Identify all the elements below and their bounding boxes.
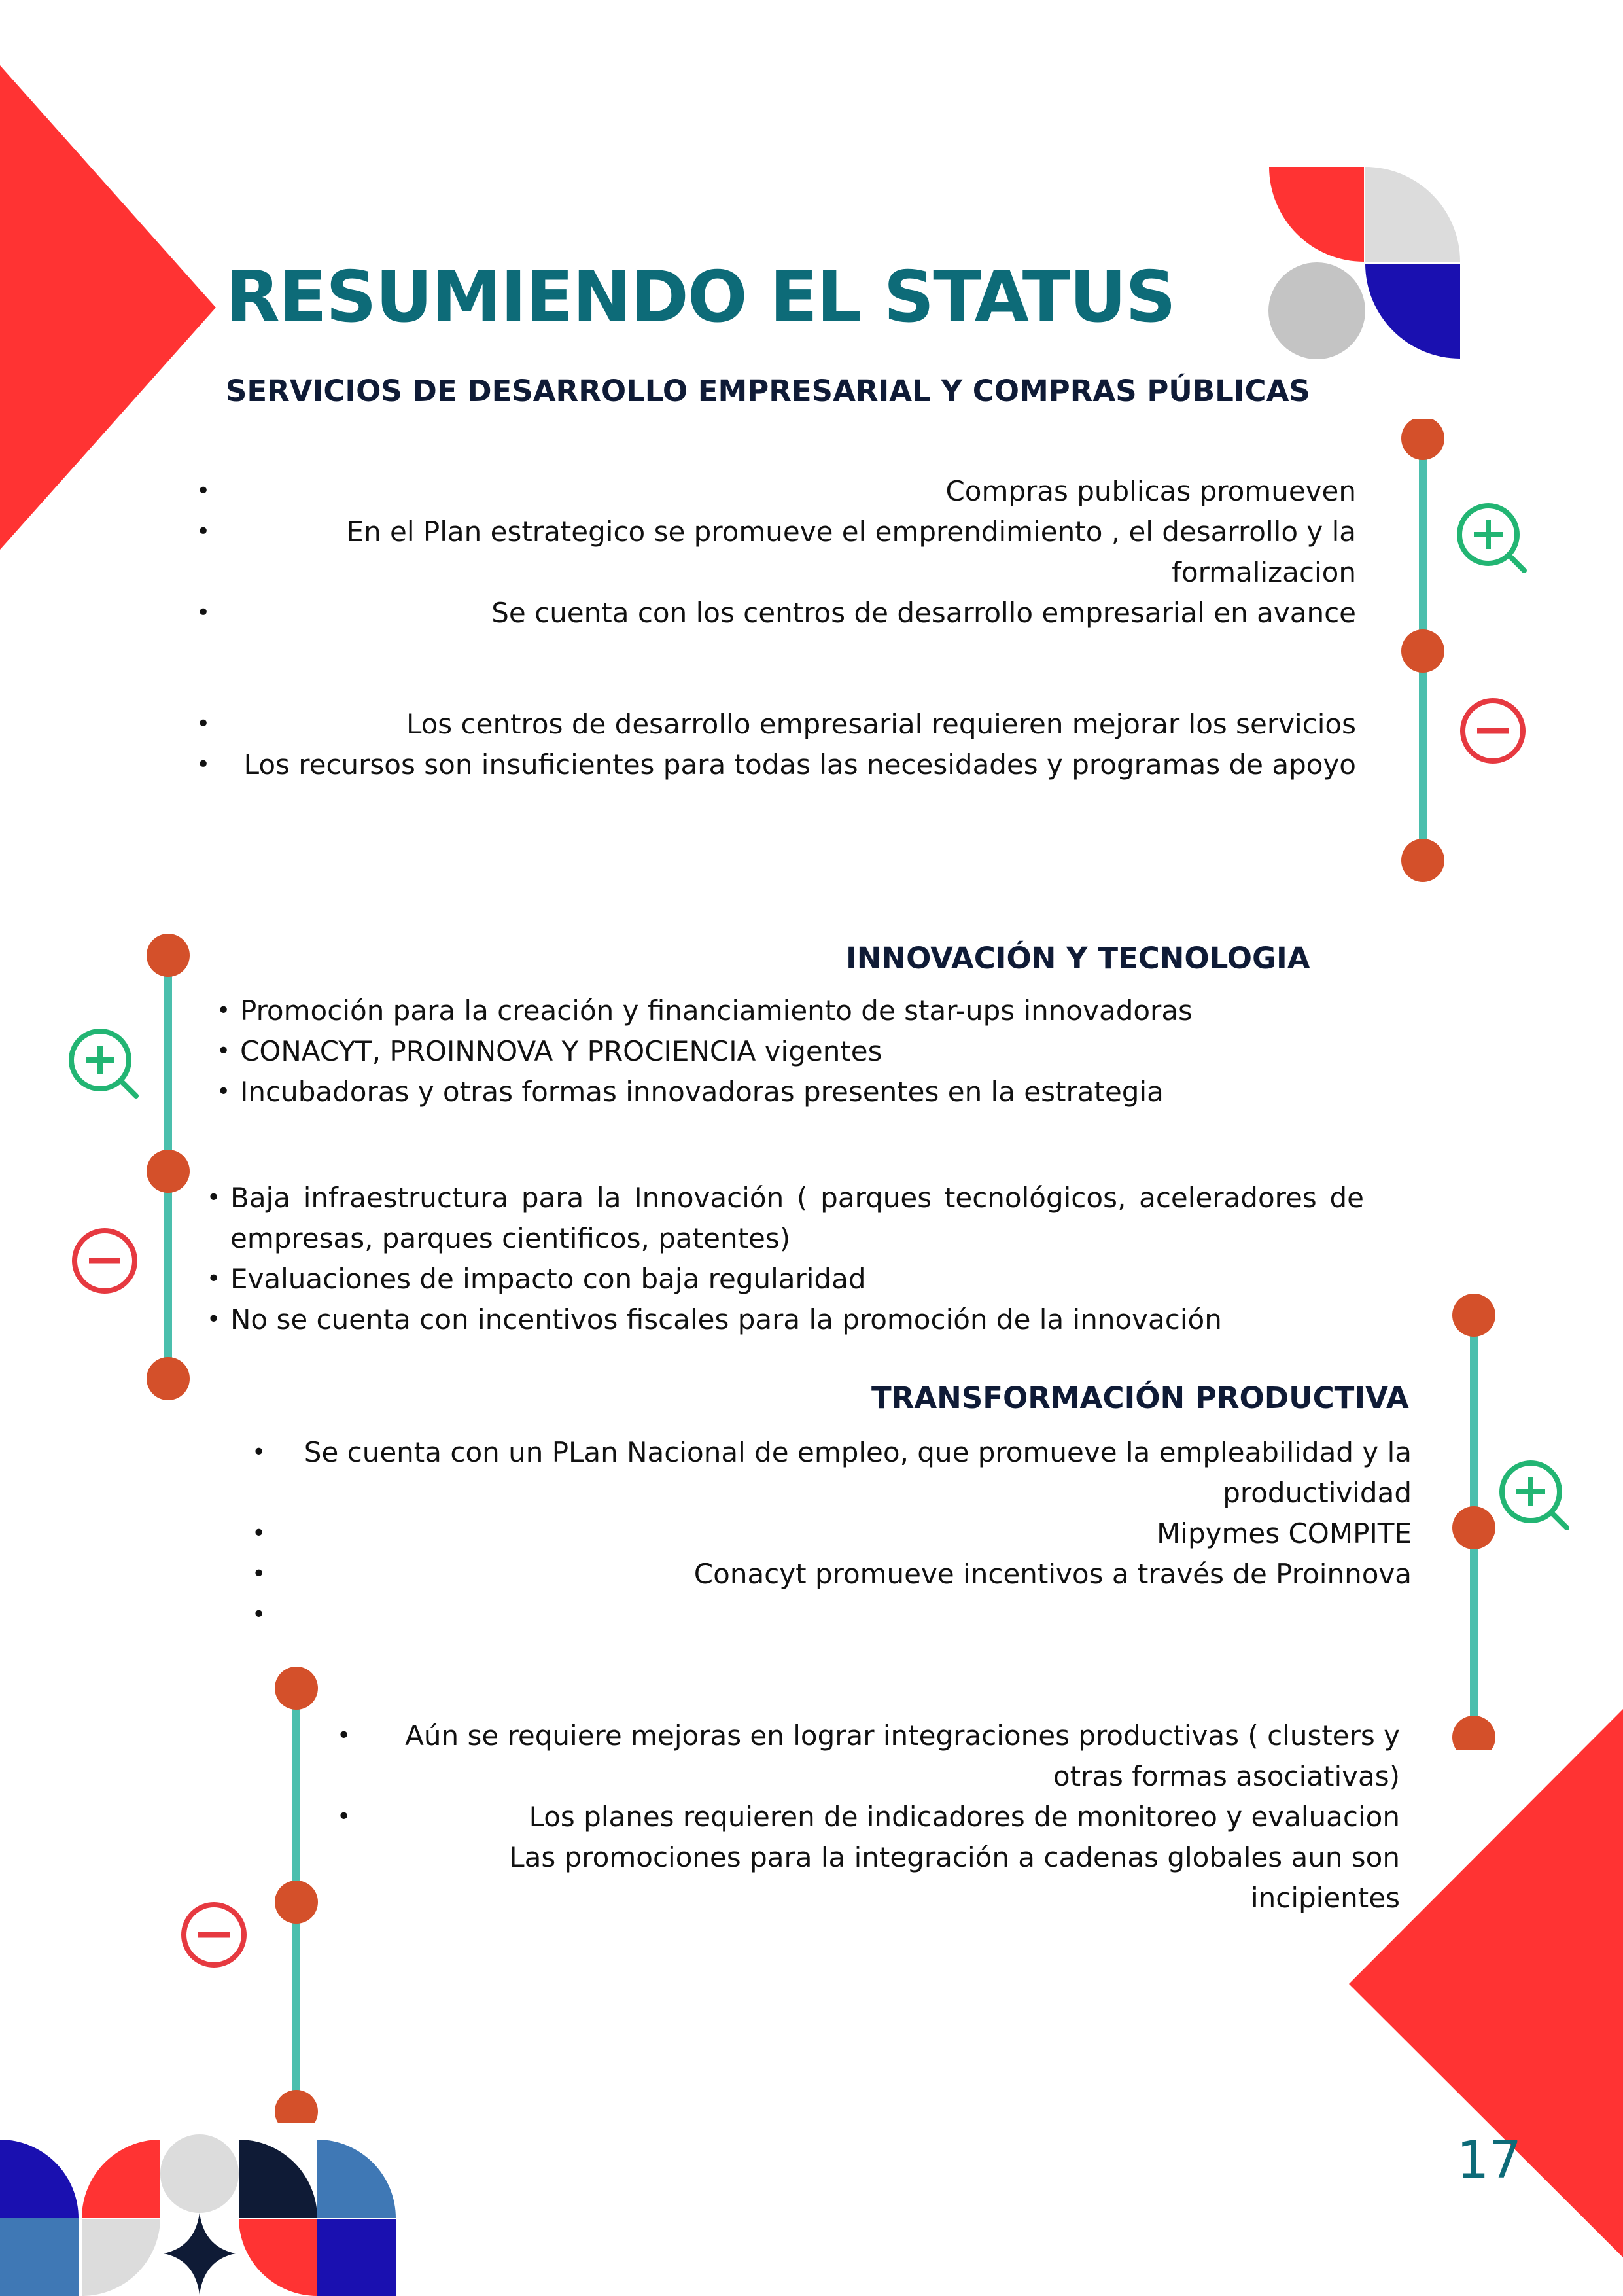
list-item: • Mipymes COMPITE	[281, 1513, 1412, 1554]
s1-minus-list	[226, 704, 1356, 785]
list-item: • Conacyt promueve incentivos a través de Proinnova	[281, 1554, 1412, 1595]
list-item: • En el Plan estrategico se promueve el emprendimiento , el desarrollo y la formalizacion	[226, 512, 1356, 593]
minus-circle-icon	[177, 1898, 252, 1973]
decor-shapes-bottom	[0, 2134, 406, 2296]
list-item	[281, 1595, 1412, 1635]
plus-magnifier-icon	[1452, 499, 1531, 577]
list-item: • Los planes requieren de indicadores de monitoreo y evaluacion	[366, 1797, 1400, 1837]
section-heading-innovacion: INNOVACIÓN Y TECNOLOGIA	[846, 941, 1310, 976]
decor-triangle-left	[0, 0, 222, 589]
s2-minus-list	[230, 1178, 1364, 1340]
s3-minus-list	[366, 1716, 1400, 1918]
list-item: • Los recursos son insuficientes para todas las necesidades y programas de apoyo	[226, 745, 1356, 785]
list-item: Las promociones para la integración a cadenas globales aun son incipientes	[509, 1841, 1400, 1914]
s3-plus-list	[281, 1432, 1412, 1635]
list-item: • Se cuenta con los centros de desarrollo empresarial en avance	[226, 593, 1356, 633]
timeline-s2	[145, 932, 204, 1417]
list-item: • Los centros de desarrollo empresarial requieren mejorar los servicios	[226, 704, 1356, 745]
timeline-s1	[1400, 419, 1459, 890]
section-heading-servicios: SERVICIOS DE DESARROLLO EMPRESARIAL Y COMPRAS PÚBLICAS	[226, 374, 1310, 408]
page-title: RESUMIENDO EL STATUS	[226, 256, 1175, 338]
list-item: • Promoción para la creación y financiamiento de star-ups innovadoras	[240, 991, 1378, 1031]
list-item: • CONACYT, PROINNOVA Y PROCIENCIA vigentes	[240, 1031, 1378, 1072]
plus-magnifier-icon	[64, 1024, 143, 1103]
s1-plus-list	[226, 471, 1356, 633]
minus-circle-icon	[67, 1224, 143, 1299]
list-item: • Aún se requiere mejoras en lograr integraciones productivas ( clusters y otras formas asociativas)	[366, 1716, 1400, 1797]
plus-magnifier-icon	[1495, 1456, 1573, 1534]
section-heading-transformacion: TRANSFORMACIÓN PRODUCTIVA	[871, 1381, 1409, 1415]
list-item: • Compras publicas promueven	[226, 471, 1356, 512]
timeline-s3-minus	[273, 1665, 332, 2123]
decor-shapes-top	[1266, 164, 1462, 366]
list-item: • Evaluaciones de impacto con baja regularidad	[230, 1259, 1364, 1299]
list-item: • Se cuenta con un PLan Nacional de empleo, que promueve la empleabilidad y la productividad	[281, 1432, 1412, 1513]
list-item: • Baja infraestructura para la Innovación ( parques tecnológicos, aceleradores de empresas, parques cientificos, patentes)	[230, 1178, 1364, 1259]
minus-circle-icon	[1456, 694, 1531, 769]
s2-plus-list	[240, 991, 1378, 1112]
list-item: • No se cuenta con incentivos fiscales para la promoción de la innovación	[230, 1299, 1364, 1340]
page-number: 17	[1456, 2131, 1522, 2190]
list-item: • Incubadoras y otras formas innovadoras presentes en la estrategia	[240, 1072, 1378, 1112]
